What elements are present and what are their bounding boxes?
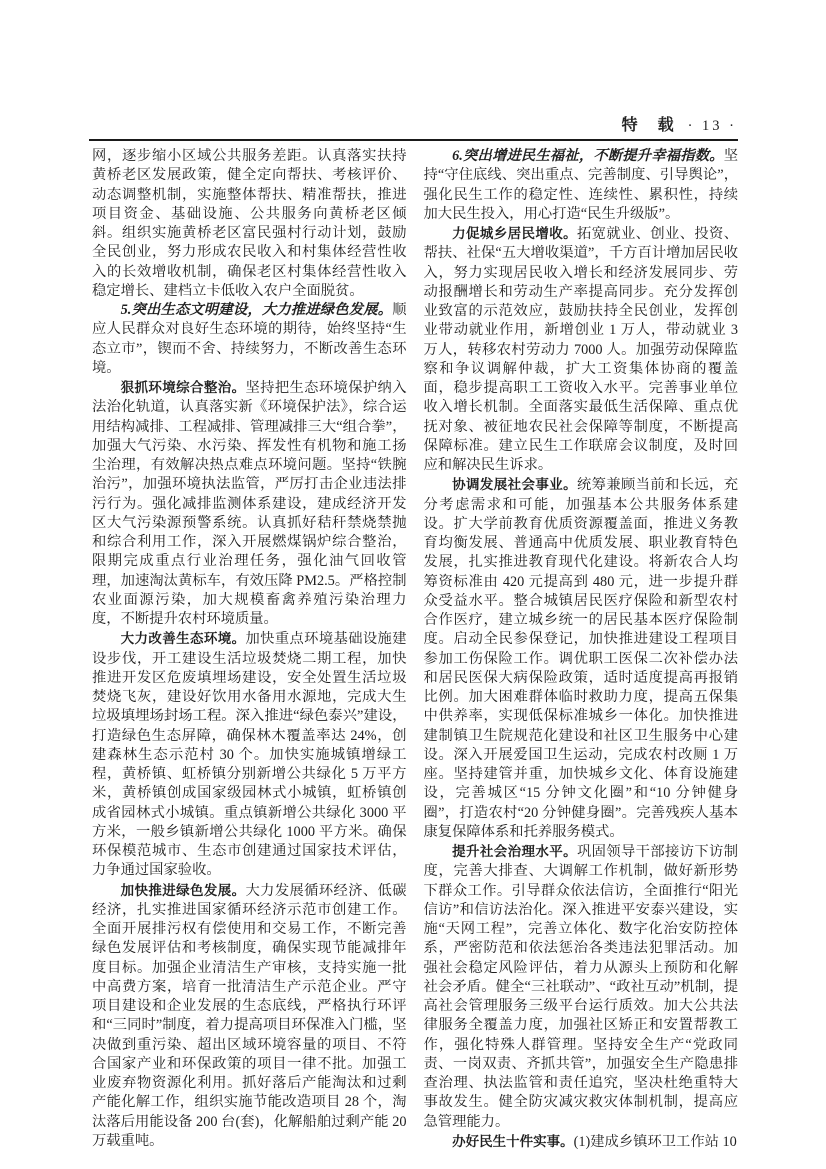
left-column xyxy=(92,147,407,1152)
paragraph: 狠抓环境综合整治。坚持把生态环境保护纳入法治化轨道，认真落实新《环境保护法》，综合运用结构减排、工程减排、管理减排三大“组合拳”，加强大气污染、水污染、挥发性有机物和施工扬尘治理，有效解决热点难点环境问题。坚持“铁腕治污”，加强环境执法监管，严厉打击企业违法排污行为。强化减排监测体系建设，建成经济开发区大气污染源预警系统。认真抓好秸秆禁烧禁抛和综合利用工作，深入开展燃煤锅炉综合整治，限期完成重点行业治理任务，强化油气回收管理，加速淘汰黄标车，有效压降 PM2.5。严格控制农业面源污染，加大规模畜禽养殖污染治理力度，不断提升农村环境质量。 xyxy=(92,380,407,627)
paragraph-lead: 大力改善生态环境。 xyxy=(120,631,246,647)
paragraph-lead: 办好民生十件实事。 xyxy=(452,1133,574,1149)
paragraph: 5.突出生态文明建设，大力推进绿色发展。顺应人民群众对良好生态环境的期待，始终坚持“生态立市”，锲而不舍、持续努力，不断改善生态环境。 xyxy=(92,302,407,376)
numbered-section-heading: 6.突出增进民生福祉，不断提升幸福指数。 xyxy=(452,148,724,164)
paragraph: 力促城乡居民增收。拓宽就业、创业、投资、帮扶、社保“五大增收渠道”，千方百计增加居民收入，努力实现居民收入增长和经济发展同步、劳动报酬增长和劳动生产率提高同步。充分发挥创业致富的示范效应，鼓励扶持全民创业，发挥创业带动就业作用，新增创业 1 万人，带动就业 3 万人，转移农村劳动力 7000 人。加强劳动保障监察和争议调解仲裁，扩大工资集体协商的覆盖面，稳步提高职工工资收入水平。完善事业单位收入增长机制。全面落实最低生活保障、重点优抚对象、被征地农民社会保障等制度，不断提高保障标准。建立民生工作联席会议制度，及时回应和解决民生诉求。 xyxy=(423,226,739,473)
paragraph-lead: 提升社会治理水平。 xyxy=(452,844,577,859)
paragraph: 6.突出增进民生福祉，不断提升幸福指数。坚持“守住底线、突出重点、完善制度、引导舆论”，强化民生工作的稳定性、连续性、累积性，持续加大民生投入，用心打造“民生升级版”。 xyxy=(423,148,738,222)
paragraph: 协调发展社会事业。统筹兼顾当前和长远，充分考虑需求和可能，加强基本公共服务体系建设。扩大学前教育优质资源覆盖面，推进义务教育均衡发展、普通高中优质发展、职业教育特色发展，扎实推进教育现代化建设。将新农合人均筹资标准由 420 元提高到 480 元，进一步提升群众受益水平。整合城镇居民医疗保险和新型农村合作医疗，建立城乡统一的居民基本医疗保险制度。启动全民参保登记，加快推进建设工程项目参加工伤保险工作。调优职工医保二次补偿办法和居民医保大病保险政策，适时适度提高再报销比例。加大困难群体临时救助力度，提高五保集中供养率，实现低保标准城乡一体化。加快推进建制镇卫生院规范化建设和社区卫生服务中心建设。深入开展爱国卫生运动，完成农村改厕 1 万座。坚持建管并重，加快城乡文化、体育设施建设，完善城区“15 分钟文化圈”和“10 分钟健身圈”，打造农村“20 分钟健身圈”。完善残疾人基本康复保障体系和托养服务模式。 xyxy=(423,477,739,840)
page-header xyxy=(622,112,737,135)
paragraph-lead: 协调发展社会事业。 xyxy=(452,477,577,493)
paragraph: 加快推进绿色发展。大力发展循环经济、低碳经济，扎实推进国家循环经济示范市创建工作。全面开展排污权有偿使用和交易工作，不断完善绿色发展评估和考核制度，确保实现节能减排年度目标。加强企业清洁生产审核，支持实施一批中高费方案，培育一批清洁生产示范企业。严守项目建设和企业发展的生态底线，严格执行环评和“三同时”制度，着力提高项目环保准入门槛，坚决做到重污染、超出区域环境容量的项目、不符合国家产业和环保政策的项目一律不批。加强工业废弃物资源化利用。抓好落后产能淘汰和过剩产能化解工作，组织实施节能改造项目 28 个，淘汰落后用能设备 200 台(套)，化解船舶过剩产能 20 万载重吨。 xyxy=(92,882,407,1149)
numbered-section-heading: 5.突出生态文明建设，大力推进绿色发展。 xyxy=(120,302,393,318)
header-rule xyxy=(89,139,738,141)
page-number: · 13 · xyxy=(687,118,737,134)
paragraph-lead: 力促城乡居民增收。 xyxy=(452,226,577,241)
paragraph: 网，逐步缩小区域公共服务差距。认真落实扶持黄桥老区发展政策，健全定向帮扶、考核评价、动态调整机制，实施整体帮扶、精准帮扶，推进项目资金、基础设施、公共服务向黄桥老区倾斜。组织实施黄桥老区富民强村行动计划，鼓励全民创业，努力形成农民收入和村集体经营性收入的长效增收机制，确保老区村集体经营性收入稳定增长、建档立卡低收入农户全面脱贫。 xyxy=(92,148,407,299)
right-column xyxy=(424,147,739,1152)
text-body xyxy=(92,147,738,1152)
section-title: 特 载 xyxy=(621,117,676,134)
paragraph: 大力改善生态环境。加快重点环境基础设施建设步伐，开工建设生活垃圾焚烧二期工程，加快推进开发区危废填埋场建设，安全处置生活垃圾焚烧飞灰，建设好饮用水备用水源地，完成大生垃圾填埋场封场工程。深入推进“绿色泰兴”建设，打造绿色生态屏障，确保林木覆盖率达 24%，创建森林生态示范村 30 个。加快实施城镇增绿工程，黄桥镇、虹桥镇分别新增公共绿化 5 万平方米，黄桥镇创成国家级园林式小城镇，虹桥镇创成省园林式小城镇。重点镇新增公共绿化 3000 平方米，一般乡镇新增公共绿化 1000 平方米。确保环保模范城市、生态市创建通过国家技术评估，力争通过国家验收。 xyxy=(92,631,407,879)
paragraph: 提升社会治理水平。巩固领导干部接访下访制度，完善大排查、大调解工作机制，做好新形势下群众工作。引导群众依法信访，全面推行“阳光信访”和信访法治化。深入推进平安泰兴建设，实施“天网工程”，完善立体化、数字化治安防控体系，严密防范和依法惩治各类违法犯罪活动。加强社会稳定风险评估，着力从源头上预防和化解社会矛盾。健全“三社联动”、“政社互动”机制，提高社会管理服务三级平台运行质效。加大公共法律服务全覆盖力度，加强社区矫正和安置帮教工作，强化特殊人群管理。坚持安全生产“党政同责、一岗双责、齐抓共管”，加强安全生产隐患排查治理、执法监管和责任追究，坚决杜绝重特大事故发生。健全防灾减灾救灾体制机制，提高应急管理能力。 xyxy=(423,844,739,1130)
paragraph: 办好民生十件实事。(1)建成乡镇环卫工作站 10 xyxy=(452,1133,737,1150)
paragraph-lead: 加快推进绿色发展。 xyxy=(120,882,246,898)
paragraph-lead: 狠抓环境综合整治。 xyxy=(120,380,246,395)
